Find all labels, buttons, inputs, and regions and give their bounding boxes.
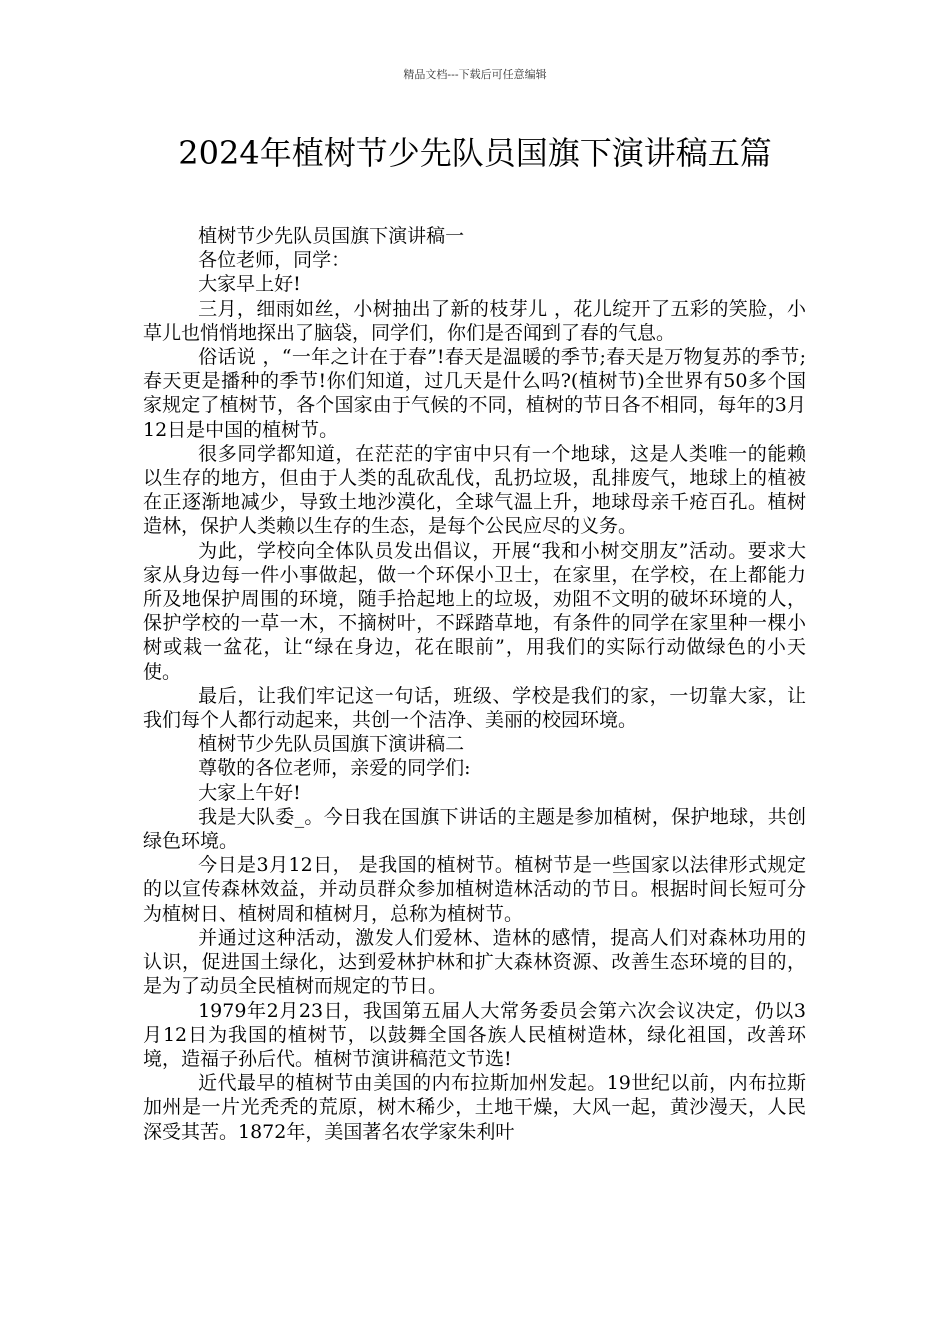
- paragraph: 植树节少先队员国旗下演讲稿二: [198, 733, 465, 756]
- paragraph: 植树节少先队员国旗下演讲稿一: [198, 225, 465, 247]
- paragraph: 各位老师，同学：: [198, 249, 351, 272]
- paragraph: 大家上午好!: [198, 781, 301, 804]
- paragraph: 并通过这种活动，激发人们爱林、造林的感情，提高人们对森林功用的认识，促进国土绿化，达到爱林护林和扩大森林资源、改善生态环境的目的，是为了动员全民植树而规定的节日。: [143, 926, 806, 998]
- paragraph: 尊敬的各位老师，亲爱的同学们:: [198, 757, 471, 780]
- paragraph: 最后，让我们牢记这一句话，班级、学校是我们的家，一切靠大家，让我们每个人都行动起来，共创一个洁净、美丽的校园环境。: [143, 684, 806, 732]
- paragraph: 很多同学都知道，在茫茫的宇宙中只有一个地球，这是人类唯一的能赖以生存的地方，但由于人类的乱砍乱伐，乱扔垃圾，乱排废气，地球上的植被在正逐渐地减少，导致土地沙漠化，全球气温上升，地球母亲千疮百孔。植树造林，保护人类赖以生存的生态，是每个公民应尽的义务。: [143, 442, 806, 538]
- paragraph: 今日是3月12日， 是我国的植树节。植树节是一些国家以法律形式规定的以宣传森林效益，并动员群众参加植树造林活动的节日。根据时间长短可分为植树日、植树周和植树月，总称为植树节。: [143, 854, 806, 925]
- paragraph: 1979年2月23日，我国第五届人大常务委员会第六次会议决定，仍以3月12日为我国的植树节，以鼓舞全国各族人民植树造林，绿化祖国，改善环境，造福子孙后代。植树节演讲稿范文节选!: [143, 999, 806, 1070]
- document-body: [143, 224, 806, 1144]
- paragraph: 三月，细雨如丝，小树抽出了新的枝芽儿 ，花儿绽开了五彩的笑脸，小草儿也悄悄地探出了脑袋，同学们，你们是否闻到了春的气息。: [143, 297, 806, 344]
- header-note: 精品文档---下载后可任意编辑: [403, 68, 547, 81]
- paragraph: 近代最早的植树节由美国的内布拉斯加州发起。19世纪以前，内布拉斯加州是一片光秃秃的荒原，树木稀少，土地干燥，大风一起，黄沙漫天，人民深受其苦。1872年，美国著名农学家朱利叶: [143, 1072, 806, 1143]
- paragraph: 我是大队委_。今日我在国旗下讲话的主题是参加植树，保护地球，共创绿色环境。: [143, 805, 806, 853]
- document-title: 2024年植树节少先队员国旗下演讲稿五篇: [178, 134, 772, 172]
- paragraph: 大家早上好!: [198, 273, 301, 296]
- paragraph: 为此，学校向全体队员发出倡议，开展“我和小树交朋友”活动。要求大家从身边每一件小事做起，做一个环保小卫士，在家里，在学校，在上都能力所及地保护周围的环境，随手拾起地上的垃圾，劝阻不文明的破坏环境的人，保护学校的一草一木，不摘树叶，不踩踏草地，有条件的同学在家里种一棵小树或栽一盆花，让“绿在身边，花在眼前”，用我们的实际行动做绿色的小天使。: [143, 539, 806, 683]
- paragraph: 俗话说 ，“一年之计在于春”!春天是温暖的季节;春天是万物复苏的季节;春天更是播种的季节!你们知道，过几天是什么吗?(植树节)全世界有50多个国家规定了植树节，各个国家由于气候的不同，植树的节日各不相同，每年的3月12日是中国的植树节。: [143, 346, 806, 441]
